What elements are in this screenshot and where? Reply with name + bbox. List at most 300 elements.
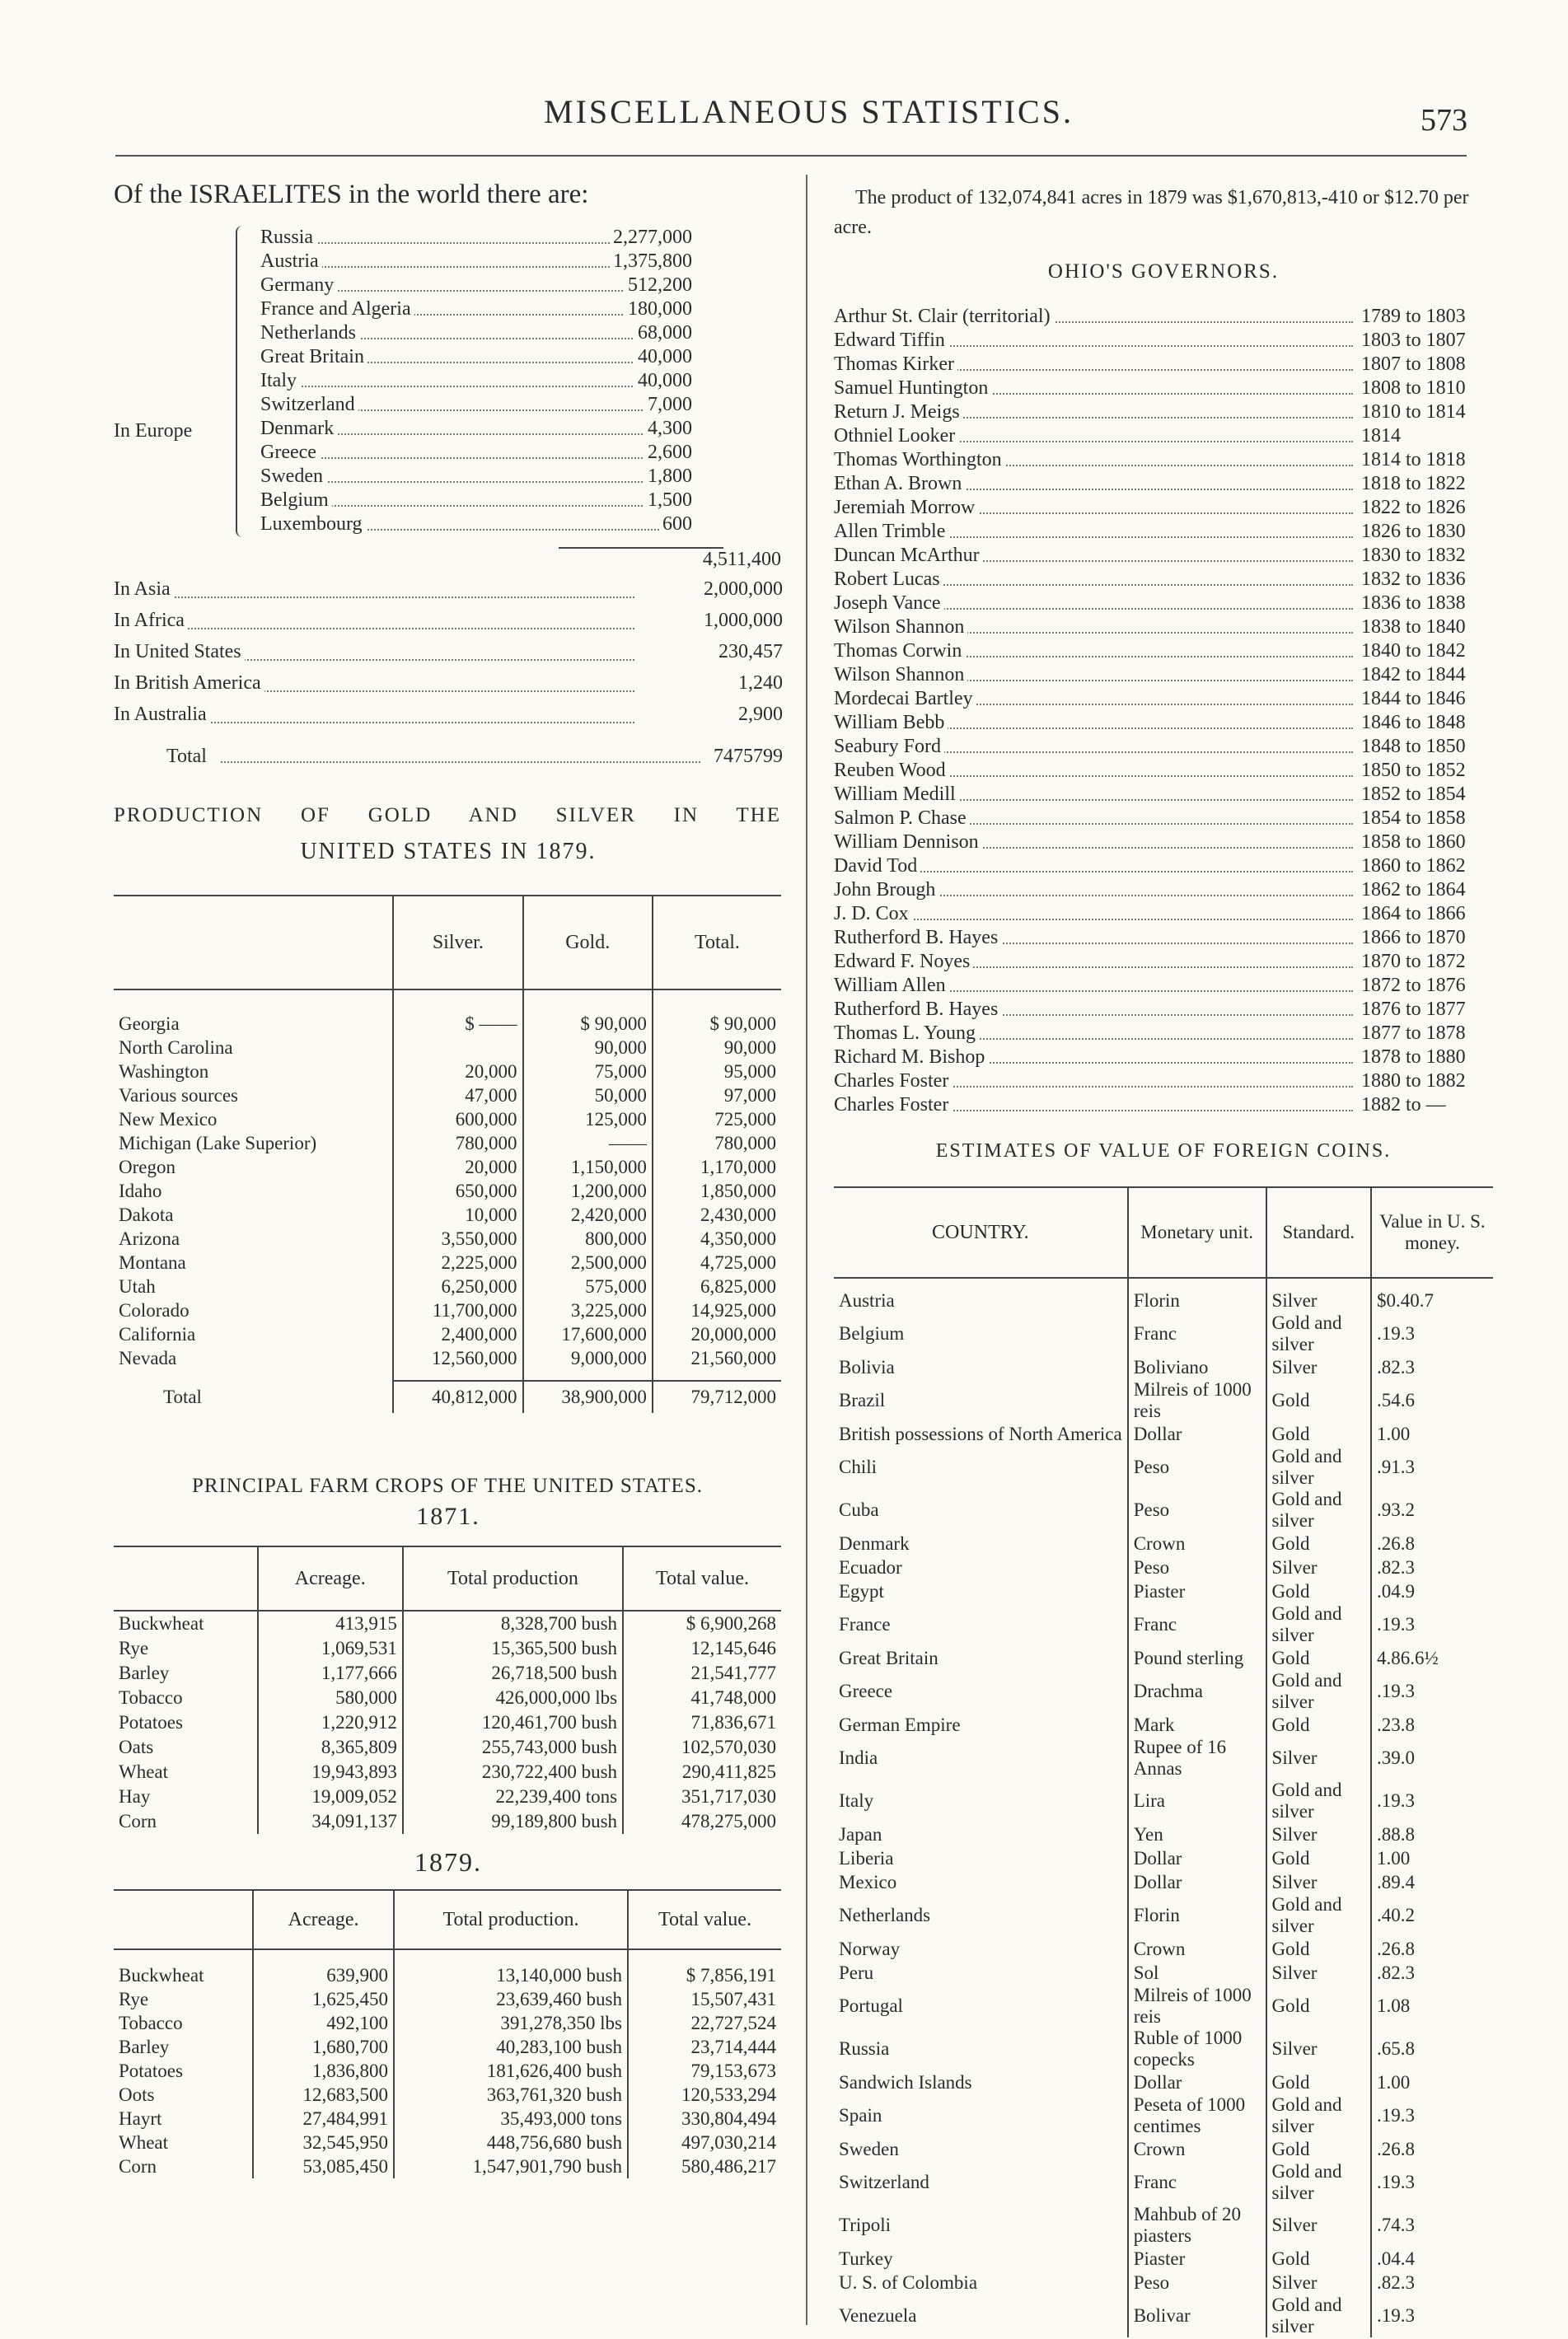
- country-count: 600: [659, 512, 692, 536]
- table-cell: Drachma: [1128, 1670, 1266, 1713]
- table-cell: 79,153,673: [628, 2059, 781, 2083]
- governor-term: 1864 to 1866: [1358, 902, 1466, 926]
- governor-term: 1789 to 1803: [1358, 305, 1466, 329]
- table-cell: .26.8: [1371, 1937, 1493, 1961]
- table-cell: $ 7,856,191: [628, 1963, 781, 1987]
- table-cell: Peso: [1128, 2271, 1266, 2295]
- table-cell: Gold and silver: [1266, 1780, 1371, 1822]
- europe-row: [114, 489, 783, 512]
- governor-name: William Dennison: [834, 830, 982, 854]
- coin-row: [834, 1355, 1493, 1379]
- governor-row: [834, 998, 1493, 1022]
- governor-row: [834, 568, 1493, 592]
- coin-row: [834, 1822, 1493, 1846]
- table-cell: 90,000: [653, 1036, 781, 1060]
- governor-term: 1838 to 1840: [1358, 615, 1466, 639]
- table-cell: 1,170,000: [653, 1155, 781, 1179]
- governor-name: Allen Trimble: [834, 520, 948, 544]
- governor-row: [834, 783, 1493, 807]
- row-label: Turkey: [839, 2248, 893, 2269]
- region-row: [114, 636, 783, 667]
- table-cell: Ruble of 1000 copecks: [1128, 2028, 1266, 2070]
- governor-term: 1862 to 1864: [1358, 878, 1466, 902]
- table-cell: Milreis of 1000 reis: [1128, 1985, 1266, 2028]
- row-label: Netherlands: [839, 1905, 931, 1925]
- table-cell: Gold: [1266, 1646, 1371, 1670]
- governor-name: Joseph Vance: [834, 592, 944, 615]
- governor-name: William Bebb: [834, 711, 948, 735]
- governor-name: Jeremiah Morrow: [834, 496, 978, 520]
- gold-heading-1: PRODUCTION OF GOLD AND SILVER IN THE: [114, 804, 781, 826]
- table-cell: Silver: [1266, 1961, 1371, 1985]
- table-cell: 800,000: [523, 1227, 653, 1251]
- gold-row: [114, 1131, 781, 1155]
- governor-row: [834, 400, 1493, 424]
- table-cell: .04.4: [1371, 2247, 1493, 2271]
- table-cell: Silver: [1266, 2028, 1371, 2070]
- governor-name: Wilson Shannon: [834, 615, 967, 639]
- coin-row: [834, 2070, 1493, 2094]
- table-cell: Gold and silver: [1266, 2161, 1371, 2204]
- row-label: Hayrt: [119, 2107, 162, 2129]
- table-cell: Silver: [1266, 1822, 1371, 1846]
- table-cell: Gold: [1266, 2247, 1371, 2271]
- page-number: 573: [1421, 103, 1467, 138]
- governor-row: [834, 878, 1493, 902]
- table-cell: 75,000: [523, 1060, 653, 1083]
- table-cell: Gold and silver: [1266, 1489, 1371, 1532]
- europe-row: [114, 250, 783, 274]
- row-label: Peru: [839, 1962, 874, 1983]
- country-count: 512,200: [625, 274, 692, 297]
- gold-row: [114, 1155, 781, 1179]
- table-cell: 4,725,000: [653, 1251, 781, 1275]
- table-cell: .39.0: [1371, 1737, 1493, 1780]
- table-cell: Gold: [1266, 1532, 1371, 1555]
- column-header: Silver.: [393, 896, 522, 989]
- crop-1871-row: [114, 1809, 781, 1834]
- table-cell: Gold: [1266, 1713, 1371, 1737]
- table-cell: $ 6,900,268: [623, 1611, 781, 1636]
- governor-term: 1866 to 1870: [1358, 926, 1466, 950]
- row-label: Potatoes: [119, 2060, 183, 2081]
- table-cell: Pound sterling: [1128, 1646, 1266, 1670]
- column-header: Gold.: [523, 896, 653, 989]
- table-cell: .89.4: [1371, 1870, 1493, 1894]
- table-cell: 99,189,800 bush: [403, 1809, 623, 1834]
- table-cell: Dollar: [1128, 2070, 1266, 2094]
- table-cell: .82.3: [1371, 2271, 1493, 2295]
- governor-name: William Allen: [834, 974, 949, 998]
- table-cell: Peso: [1128, 1446, 1266, 1489]
- table-cell: 20,000: [393, 1060, 522, 1083]
- region-count: 230,457: [718, 641, 783, 662]
- table-cell: 1,220,912: [258, 1710, 403, 1735]
- row-label: Brazil: [839, 1390, 886, 1410]
- table-header-row: [114, 1890, 781, 1949]
- total-label: Total: [163, 1386, 202, 1407]
- table-cell: .82.3: [1371, 1961, 1493, 1985]
- table-cell: 6,825,000: [653, 1275, 781, 1298]
- row-label: Belgium: [839, 1323, 905, 1344]
- row-label: Austria: [839, 1289, 895, 1311]
- table-cell: .91.3: [1371, 1446, 1493, 1489]
- table-cell: $ 90,000: [523, 1012, 653, 1036]
- table-cell: 725,000: [653, 1107, 781, 1131]
- country-count: 40,000: [634, 369, 692, 393]
- table-cell: .19.3: [1371, 1312, 1493, 1355]
- table-cell: [393, 1036, 522, 1060]
- row-label: British possessions of North America: [839, 1423, 1122, 1444]
- table-cell: .74.3: [1371, 2204, 1493, 2247]
- table-cell: $0.40.7: [1371, 1289, 1493, 1312]
- governor-row: [834, 854, 1493, 878]
- table-cell: 6,250,000: [393, 1275, 522, 1298]
- coin-row: [834, 2161, 1493, 2204]
- governor-row: [834, 663, 1493, 687]
- table-cell: .19.3: [1371, 2295, 1493, 2337]
- row-label: German Empire: [839, 1714, 961, 1735]
- spacer-row: [114, 989, 781, 1012]
- row-label: Arizona: [119, 1228, 180, 1249]
- governor-name: Edward Tiffin: [834, 329, 948, 353]
- table-cell: 1,150,000: [523, 1155, 653, 1179]
- governor-name: Othniel Looker: [834, 424, 958, 448]
- coin-row: [834, 1603, 1493, 1646]
- row-label: Michigan (Lake Superior): [119, 1132, 317, 1153]
- row-label: Oats: [119, 1737, 154, 1757]
- other-regions-list: [114, 573, 783, 730]
- table-cell: 2,500,000: [523, 1251, 653, 1275]
- governor-name: Rutherford B. Hayes: [834, 926, 1001, 950]
- row-label: Ecuador: [839, 1556, 902, 1578]
- coin-row: [834, 1846, 1493, 1870]
- governor-row: [834, 687, 1493, 711]
- table-cell: .19.3: [1371, 1603, 1493, 1646]
- table-cell: 21,560,000: [653, 1346, 781, 1370]
- column-header: Monetary unit.: [1128, 1187, 1266, 1278]
- table-cell: 20,000,000: [653, 1322, 781, 1346]
- table-cell: .19.3: [1371, 2094, 1493, 2137]
- table-cell: 780,000: [393, 1131, 522, 1155]
- crops-heading: PRINCIPAL FARM CROPS OF THE UNITED STATES.: [192, 1475, 703, 1497]
- governor-term: 1882 to —: [1358, 1093, 1446, 1117]
- region-count: 1,000,000: [704, 610, 783, 631]
- row-label: Sandwich Islands: [839, 2071, 972, 2093]
- coin-row: [834, 1555, 1493, 1579]
- country-name: Sweden: [260, 465, 326, 489]
- table-cell: 22,727,524: [628, 2011, 781, 2035]
- table-cell: 1,625,450: [253, 1987, 394, 2011]
- crop-1879-row: [114, 2035, 781, 2059]
- table-cell: 1,850,000: [653, 1179, 781, 1203]
- gold-row: [114, 1107, 781, 1131]
- table-cell: 478,275,000: [623, 1809, 781, 1834]
- table-cell: 448,756,680 bush: [394, 2131, 628, 2154]
- spacer-row: [834, 1278, 1493, 1289]
- table-cell: 492,100: [253, 2011, 394, 2035]
- governor-name: Duncan McArthur: [834, 544, 983, 568]
- table-cell: 41,748,000: [623, 1686, 781, 1710]
- table-cell: 97,000: [653, 1083, 781, 1107]
- table-cell: 12,683,500: [253, 2083, 394, 2107]
- governor-name: Robert Lucas: [834, 568, 943, 592]
- total-cell: 79,712,000: [653, 1381, 781, 1413]
- table-cell: Crown: [1128, 2137, 1266, 2161]
- table-cell: 13,140,000 bush: [394, 1963, 628, 1987]
- gold-silver-section: [114, 804, 783, 1413]
- coin-row: [834, 1961, 1493, 1985]
- governor-name: Samuel Huntington: [834, 377, 991, 400]
- governor-term: 1870 to 1872: [1358, 950, 1466, 974]
- table-cell: .19.3: [1371, 2161, 1493, 2204]
- coin-row: [834, 1422, 1493, 1446]
- total-row: [114, 1381, 781, 1413]
- table-cell: 1.08: [1371, 1985, 1493, 2028]
- table-cell: 580,000: [258, 1686, 403, 1710]
- total-value: 7475799: [714, 746, 783, 767]
- table-cell: 35,493,000 tons: [394, 2107, 628, 2131]
- table-cell: 20,000: [393, 1155, 522, 1179]
- governor-term: 1830 to 1832: [1358, 544, 1466, 568]
- table-cell: 53,085,450: [253, 2154, 394, 2178]
- table-cell: Silver: [1266, 1555, 1371, 1579]
- table-cell: 15,507,431: [628, 1987, 781, 2011]
- coin-row: [834, 1579, 1493, 1603]
- governor-term: 1878 to 1880: [1358, 1046, 1466, 1069]
- governor-term: 1826 to 1830: [1358, 520, 1466, 544]
- crop-1879-row: [114, 1963, 781, 1987]
- governor-term: 1852 to 1854: [1358, 783, 1466, 807]
- governor-row: [834, 735, 1493, 759]
- table-cell: 40,283,100 bush: [394, 2035, 628, 2059]
- table-cell: 125,000: [523, 1107, 653, 1131]
- row-label: France: [839, 1614, 891, 1635]
- europe-row: [114, 512, 783, 536]
- table-cell: .40.2: [1371, 1894, 1493, 1937]
- crop-1879-row: [114, 2107, 781, 2131]
- country-count: 2,277,000: [610, 226, 692, 250]
- governor-name: Richard M. Bishop: [834, 1046, 988, 1069]
- table-cell: 50,000: [523, 1083, 653, 1107]
- table-cell: 32,545,950: [253, 2131, 394, 2154]
- table-cell: 1,200,000: [523, 1179, 653, 1203]
- table-cell: Lira: [1128, 1780, 1266, 1822]
- table-cell: 95,000: [653, 1060, 781, 1083]
- table-cell: 497,030,214: [628, 2131, 781, 2154]
- table-cell: 575,000: [523, 1275, 653, 1298]
- governor-row: [834, 615, 1493, 639]
- row-label: India: [839, 1747, 878, 1768]
- country-count: 180,000: [625, 297, 692, 321]
- table-cell: Franc: [1128, 1603, 1266, 1646]
- gold-heading-2: UNITED STATES IN 1879.: [300, 839, 597, 864]
- table-cell: 2,225,000: [393, 1251, 522, 1275]
- column-header: Acreage.: [258, 1546, 403, 1611]
- table-cell: Gold: [1266, 1579, 1371, 1603]
- header-rule: [115, 155, 1467, 157]
- coin-row: [834, 1670, 1493, 1713]
- table-cell: Peso: [1128, 1489, 1266, 1532]
- row-label: Utah: [119, 1275, 156, 1297]
- governor-row: [834, 1069, 1493, 1093]
- europe-row: [114, 465, 783, 489]
- table-header-row: [114, 896, 781, 989]
- governor-name: Return J. Meigs: [834, 400, 963, 424]
- table-cell: .19.3: [1371, 1670, 1493, 1713]
- country-name: Luxembourg: [260, 512, 366, 536]
- table-cell: .82.3: [1371, 1555, 1493, 1579]
- spacer-row: [114, 1949, 781, 1963]
- europe-row: [114, 393, 783, 417]
- row-label: Great Britain: [839, 1647, 938, 1668]
- governor-term: 1880 to 1882: [1358, 1069, 1466, 1093]
- country-count: 2,600: [644, 441, 692, 465]
- table-cell: 12,145,646: [623, 1636, 781, 1661]
- governor-row: [834, 496, 1493, 520]
- page-title: MISCELLANEOUS STATISTICS.: [544, 93, 1074, 130]
- governor-name: Arthur St. Clair (territorial): [834, 305, 1054, 329]
- table-cell: Mark: [1128, 1713, 1266, 1737]
- row-label: New Mexico: [119, 1108, 218, 1130]
- row-label: North Carolina: [119, 1036, 233, 1058]
- table-cell: 600,000: [393, 1107, 522, 1131]
- column-header: Total production: [403, 1546, 623, 1611]
- governor-name: Thomas Corwin: [834, 639, 965, 663]
- country-name: Switzerland: [260, 393, 358, 417]
- gold-row: [114, 1012, 781, 1036]
- country-count: 1,500: [644, 489, 692, 512]
- coin-row: [834, 1446, 1493, 1489]
- coin-row: [834, 2247, 1493, 2271]
- table-cell: Dollar: [1128, 1422, 1266, 1446]
- israelites-section: [114, 180, 783, 767]
- gold-row: [114, 1203, 781, 1227]
- governor-term: 1844 to 1846: [1358, 687, 1466, 711]
- governor-row: [834, 377, 1493, 400]
- country-count: 1,800: [644, 465, 692, 489]
- gold-row: [114, 1227, 781, 1251]
- table-cell: 1.00: [1371, 1846, 1493, 1870]
- row-label: Denmark: [839, 1532, 910, 1554]
- country-count: 68,000: [634, 321, 692, 345]
- table-cell: Piaster: [1128, 1579, 1266, 1603]
- table-cell: Gold: [1266, 1422, 1371, 1446]
- table-cell: 10,000: [393, 1203, 522, 1227]
- region-row: [114, 699, 783, 730]
- row-label: Norway: [839, 1938, 901, 1959]
- table-cell: .26.8: [1371, 1532, 1493, 1555]
- crop-1871-row: [114, 1661, 781, 1686]
- governor-term: 1810 to 1814: [1358, 400, 1466, 424]
- governor-row: [834, 902, 1493, 926]
- governor-row: [834, 950, 1493, 974]
- row-label: Portugal: [839, 1995, 903, 2016]
- table-cell: 15,365,500 bush: [403, 1636, 623, 1661]
- table-cell: Silver: [1266, 1870, 1371, 1894]
- governor-name: Thomas L. Young: [834, 1022, 979, 1046]
- governor-name: J. D. Cox: [834, 902, 912, 926]
- table-cell: Gold: [1266, 2070, 1371, 2094]
- europe-total: 4,511,400: [702, 549, 781, 570]
- europe-row: [114, 226, 783, 250]
- crop-1871-row: [114, 1760, 781, 1785]
- total-label: Total: [166, 746, 207, 767]
- europe-label: In Europe: [114, 420, 193, 442]
- row-label: Hay: [119, 1786, 151, 1807]
- europe-row: [114, 369, 783, 393]
- country-count: 40,000: [634, 345, 692, 369]
- row-label: Bolivia: [839, 1356, 895, 1378]
- governor-term: 1822 to 1826: [1358, 496, 1466, 520]
- governor-term: 1877 to 1878: [1358, 1022, 1466, 1046]
- row-label: Rye: [119, 1988, 149, 2009]
- table-cell: 9,000,000: [523, 1346, 653, 1370]
- governor-row: [834, 1046, 1493, 1069]
- table-cell: 363,761,320 bush: [394, 2083, 628, 2107]
- table-cell: 1,680,700: [253, 2035, 394, 2059]
- europe-list: [114, 226, 783, 536]
- governor-term: 1848 to 1850: [1358, 735, 1466, 759]
- governor-row: [834, 592, 1493, 615]
- table-cell: 14,925,000: [653, 1298, 781, 1322]
- farm-crops-section: [114, 1475, 783, 2178]
- table-cell: .82.3: [1371, 1355, 1493, 1379]
- governor-name: Charles Foster: [834, 1093, 952, 1117]
- region-count: 2,000,000: [704, 578, 783, 600]
- row-label: Colorado: [119, 1299, 190, 1321]
- crop-1879-row: [114, 2011, 781, 2035]
- country-name: Great Britain: [260, 345, 367, 369]
- column-header: Total production.: [394, 1890, 628, 1949]
- row-label: Venezuela: [839, 2305, 917, 2326]
- table-cell: Piaster: [1128, 2247, 1266, 2271]
- header-cell: [114, 1546, 258, 1611]
- region-name: In United States: [114, 636, 245, 667]
- crops-year-1879: 1879.: [414, 1847, 482, 1877]
- table-cell: Crown: [1128, 1532, 1266, 1555]
- column-header: Total value.: [623, 1546, 781, 1611]
- table-cell: 12,560,000: [393, 1346, 522, 1370]
- table-cell: 1,836,800: [253, 2059, 394, 2083]
- country-name: Germany: [260, 274, 337, 297]
- gold-row: [114, 1275, 781, 1298]
- governor-term: 1858 to 1860: [1358, 830, 1466, 854]
- governor-term: 1840 to 1842: [1358, 639, 1466, 663]
- europe-row: [114, 441, 783, 465]
- table-cell: .54.6: [1371, 1379, 1493, 1422]
- coin-row: [834, 2028, 1493, 2070]
- europe-row: [114, 297, 783, 321]
- table-cell: 1,547,901,790 bush: [394, 2154, 628, 2178]
- table-cell: 23,639,460 bush: [394, 1987, 628, 2011]
- table-cell: Gold and silver: [1266, 2094, 1371, 2137]
- governor-term: 1832 to 1836: [1358, 568, 1466, 592]
- row-label: Corn: [119, 1811, 157, 1831]
- table-cell: Florin: [1128, 1289, 1266, 1312]
- table-cell: 21,541,777: [623, 1661, 781, 1686]
- coins-heading: ESTIMATES OF VALUE OF FOREIGN COINS.: [935, 1140, 1392, 1162]
- table-cell: Gold and silver: [1266, 1670, 1371, 1713]
- governor-name: Seabury Ford: [834, 735, 944, 759]
- table-cell: Silver: [1266, 2204, 1371, 2247]
- table-cell: Franc: [1128, 2161, 1266, 2204]
- row-label: Wheat: [119, 2131, 169, 2153]
- region-row: [114, 573, 783, 605]
- column-header: Acreage.: [253, 1890, 394, 1949]
- table-cell: 34,091,137: [258, 1809, 403, 1834]
- governor-name: William Medill: [834, 783, 959, 807]
